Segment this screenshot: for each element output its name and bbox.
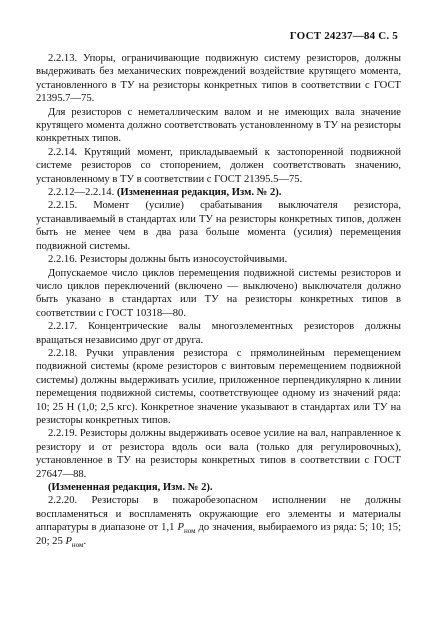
paragraph-2-2-19: 2.2.19. Резисторы должны выдерживать осевое усилие на вал, направленное к резистору и от резистора вдоль оси вала (только для регулировочных), установленное в ТУ на резисторы конкретных типов в соответствии с ГОСТ 27647—88. [36, 428, 401, 480]
paragraph-2-2-17: 2.2.17. Концентрические валы многоэлементных резисторов должны вращаться независимо друг от друга. [36, 321, 401, 346]
paragraph-2-2-20-start: 2.2.20. Резисторы в пожаробезопасном исполнении не должны воспламеняться и воспламенять окружающие его элементы и материалы аппаратуры в диапазоне от 1,1 [36, 495, 401, 534]
power-subscript-2: ном [71, 540, 84, 549]
power-subscript: ном [183, 527, 196, 536]
power-symbol: P [177, 522, 184, 534]
paragraph-2-2-14: 2.2.14. Крутящий момент, прикладываемый к застопоренной подвижной системе резисторов со стопорением, должен соответствовать значению, установленному в ТУ в соответствии с ГОСТ 21395.5—75. [36, 146, 401, 185]
document-body [36, 52, 401, 548]
paragraph-end: . [83, 535, 87, 547]
edition-note-text: (Измененная редакция, Изм. № 2). [116, 187, 282, 199]
edition-range: 2.2.12—2.2.14. [48, 187, 115, 199]
page-header: ГОСТ 24237—84 С. 5 [289, 30, 398, 42]
paragraph-2-2-18: 2.2.18. Ручки управления резистора с прямолинейным перемещением подвижной системы (кроме резисторов с винтовым перемещением подвижной системы) должны выдерживать усилие, приложенное перпендикулярно к линии перемещения подвижной системы, соответствующее одному из значений ряда: 10; 25 Н (1,0; 2,5 кгс). Конкретное значение указывают в стандартах или ТУ на резисторы конкретных типов. [36, 347, 401, 426]
paragraph-2-2-13-note: Для резисторов с неметаллическим валом и не имеющих вала значение крутящего момента должно соответствовать установленному в ТУ на резисторы конкретных типов. [36, 106, 401, 145]
paragraph-2-2-16: 2.2.16. Резисторы должны быть износоустойчивыми. [48, 254, 288, 266]
paragraph-2-2-15: 2.2.15. Момент (усилие) срабатывания выключателя резистора, устанавливаемый в стандартах или ТУ на резисторы конкретных типов, должен быть не менее чем в два раза больше момента (усилия) перемещения подвижной системы. [36, 200, 401, 252]
power-symbol-2: P [65, 535, 72, 547]
paragraph-2-2-20-mid: до значения, выбираемого из ряда: 5; 10; 15; 20; 25 [36, 522, 402, 547]
edition-note-2-2-19: (Измененная редакция, Изм. № 2). [48, 482, 213, 493]
paragraph-2-2-20 [36, 494, 401, 548]
paragraph-2-2-16-note: Допускаемое число циклов перемещения подвижной системы резисторов и число циклов переключений (включено — выключено) выключателя должно быть указано в стандартах или ТУ на резисторы конкретных типов в соответствии с ГОСТ 10318—80. [36, 267, 401, 319]
edition-note-2-2-12 [36, 186, 401, 199]
paragraph-2-2-13: 2.2.13. Упоры, ограничивающие подвижную систему резисторов, должны выдерживать без механических повреждений воздействие крутящего момента, установленного в ТУ на резисторы конкретных типов в соответствии с ГОСТ 21395.7—75. [36, 53, 401, 105]
